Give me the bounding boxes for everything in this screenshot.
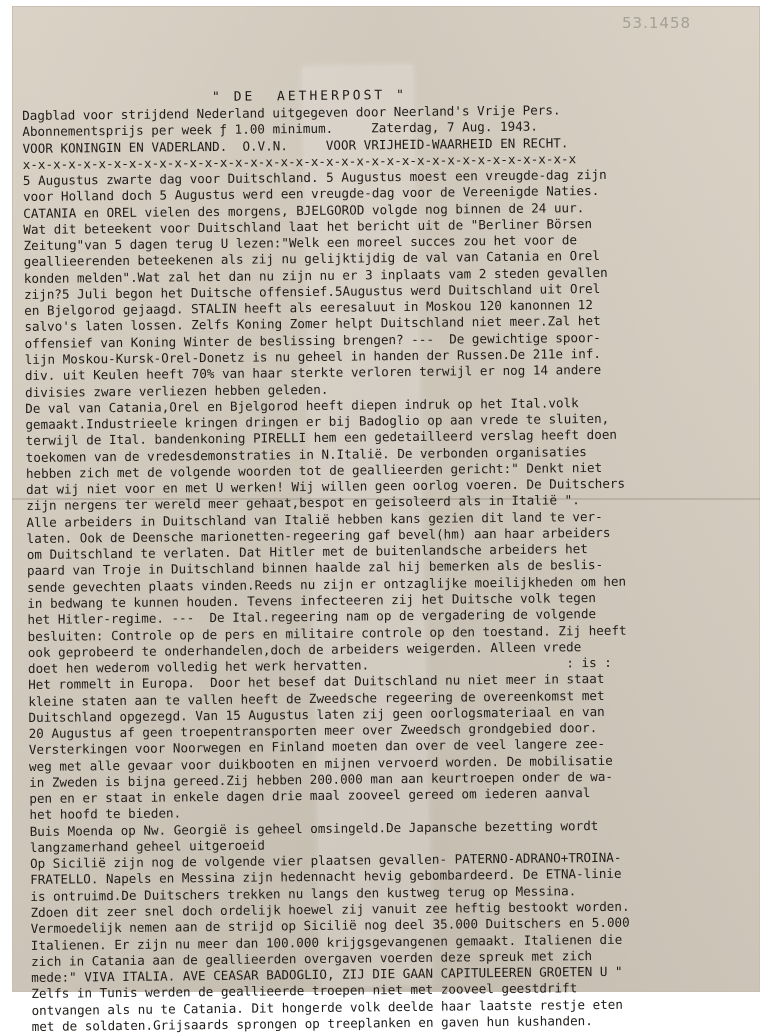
text-line: en Bjelgorod gejaagd. STALIN heeft als eeresaluut in Moskou 120 kanonnen 12 xyxy=(24,297,593,319)
text-line: ook geprobeerd te onderhandelen,doch de arbeiders weigerden. Alleen vrede xyxy=(27,638,582,660)
text-line: in bedwang te kunnen houden. Tevens infecteeren zij het Duitsche volk tegen xyxy=(27,589,596,611)
text-line: is ontruimd.De Duitschers trekken nu langs den kustweg terug op Messina. xyxy=(30,882,577,904)
text-line: 20 Augustus af geen troepentransporten meer over Zweedsch grondgebied door. xyxy=(28,720,598,742)
text-line: CATANIA en OREL vielen des morgens, BJELGOROD volgde nog binnen de 24 uur. xyxy=(23,199,585,221)
text-line: laten. Ook de Deensche marionetten-regeering gaf bevel(hm) aan haar arbeiders xyxy=(26,524,611,546)
text-line: Wat dit beteekent voor Duitschland laat het bericht uit de "Berliner Börsen xyxy=(23,215,593,237)
text-line: toekomen van de vredesdemonstraties in N.Italië. De verbonden organisaties xyxy=(25,443,587,465)
text-line: sende gevechten plaats vinden.Reeds nu zijn er ontzaglijke moeilijkheden om hen xyxy=(27,573,627,595)
text-line: VOOR KONINGIN EN VADERLAND. O.V.N. VOOR VRIJHEID-WAARHEID EN RECHT. xyxy=(22,134,569,156)
text-line: Versterkingen voor Noorwegen en Finland moeten dan over de veel langere zee- xyxy=(28,736,606,758)
text-line: Italienen. Er zijn nu meer dan 100.000 krijgsgevangenen gemaakt. Italienen die xyxy=(30,931,623,953)
text-line: kleine staten aan te vallen heeft de Zweedsche regeering de overeenkomst met xyxy=(28,687,605,709)
text-line: langzamerhand geheel uitgeroeid xyxy=(29,837,265,855)
text-line: Zelfs in Tunis werden de geallieerde troepen niet met zooveel geestdrift xyxy=(31,980,578,1002)
text-line: Buis Moenda op Nw. Georgië is geheel omsingeld.De Japansche bezetting wordt xyxy=(29,817,599,839)
text-line: geallieerenden beteekenen als zij nu gelijktijdig de val van Catania en Orel xyxy=(23,248,601,270)
text-line: De val van Catania,Orel en Bjelgorod heeft diepen indruk op het Ital.volk xyxy=(25,394,579,416)
text-line: Duitschland opgezegd. Van 15 Augustus laten zij geen oorlogsmateriaal en van xyxy=(28,703,605,725)
text-line: om Duitschland te verlaten. Dat Hitler met de buitenlandsche arbeiders het xyxy=(26,541,588,563)
text-line: konden melden".Wat zal het dan nu zijn nu er 3 inplaats vam 2 steden gevallen xyxy=(23,264,608,286)
text-line: FRATELLO. Napels en Messina zijn hedennacht hevig gebombardeerd. De ETNA-linie xyxy=(30,866,622,888)
text-lines xyxy=(22,102,631,1035)
text-line: x-x-x-x-x-x-x-x-x-x-x-x-x-x-x-x-x-x-x-x-x-x-x-x-x-x-x-x-x-x-x-x-x-x-x-x-x xyxy=(22,150,577,172)
text-line: besluiten: Controle op de pers en militaire controle op den toestand. Zij heeft xyxy=(27,622,627,644)
newsletter-title: " DE AETHERPOST " xyxy=(211,87,407,106)
text-line: Alle arbeiders in Duitschland van Italië hebben kans gezien dit land te ver- xyxy=(26,508,603,530)
text-line: doet hen wederom volledig het werk hervatten. : is : xyxy=(27,654,612,676)
text-line: het Hitler-regime. --- De Ital.regeering nam op de vergadering de volgende xyxy=(27,606,597,628)
text-line: dat wij niet voor en met U werken! Wij willen geen oorlog voeren. De Duitschers xyxy=(26,475,626,498)
text-line: het hoofd te bieden. xyxy=(29,805,182,823)
text-line: Zeitung"van 5 dagen terug U lezen:"Welk een moreel succes zou het voor de xyxy=(23,232,578,254)
text-line: hebben zich met de volgende woorden tot de geallieerden gericht:" Denkt niet xyxy=(25,459,603,481)
archive-number: 53.1458 xyxy=(622,14,692,32)
text-line: mede:" VIVA ITALIA. AVE CEASAR BADOGLIO, ZIJ DIE GAAN CAPITULEEREN GROETEN U " xyxy=(31,963,623,986)
text-line: Op Sicilië zijn nog de volgende vier plaatsen gevallen- PATERNO-ADRANO+TROINA- xyxy=(29,849,622,872)
text-line: Abonnementsprijs per week ƒ 1.00 minimum. Zaterdag, 7 Aug. 1943. xyxy=(22,118,538,140)
text-line: divisies zware verliezen hebben geleden. xyxy=(25,381,329,400)
text-line: Zdoen dit zeer snel doch ordelijk hoewel zij vanuit zee heftig bestookt worden. xyxy=(30,898,630,920)
text-line: in Zweden is bijna gereed.Zij hebben 200.000 man aan keurtroepen onder de wa- xyxy=(29,768,614,790)
text-line: terwijl de Ital. bandenkoning PIRELLI hem een gedetailleerd verslag heeft doen xyxy=(25,427,618,449)
text-line: div. uit Keulen heeft 70% van haar sterkte verloren terwijl er nog 14 andere xyxy=(24,362,602,384)
text-line: zijn?5 Juli begon het Duitsche offensief.5Augustus werd Duitschland uit Orel xyxy=(23,280,601,302)
text-line: zich in Catania aan de geallieerden overgaven voerden deze spreuk met zich xyxy=(30,947,593,969)
text-line: lijn Moskou-Kursk-Orel-Donetz is nu geheel in handen der Russen.De 211e inf. xyxy=(24,345,602,367)
text-line: 5 Augustus zwarte dag voor Duitschland. 5 Augustus moest een vreugde-dag zijn xyxy=(22,166,607,189)
text-line: pen en er staat in enkele dagen drie maal zooveel gereed om iederen aanval xyxy=(29,785,591,807)
text-line: ontvangen als nu te Catania. Dit hongerde volk deelde haar laatste restje eten xyxy=(31,996,624,1018)
text-line: Het rommelt in Europa. Door het besef dat Duitschland nu niet meer in staat xyxy=(28,671,605,693)
text-line: zijn nergens ter wereld meer gehaat,bespot en geisoleerd als in Italië ". xyxy=(26,492,580,514)
text-line: salvo's laten lossen. Zelfs Koning Zomer helpt Duitschland niet meer.Zal het xyxy=(24,313,601,335)
text-line: offensief van Koning Winter de beslissing brengen? --- De gewichtige spoor- xyxy=(24,329,601,351)
text-line: paard van Troje in Duitschland binnen haalde zal hij bemerken als de beslis- xyxy=(26,557,604,579)
text-line: voor Holland doch 5 Augustus werd een vreugde-dag voor de Vereenigde Naties. xyxy=(22,183,600,205)
text-line: gemaakt.Industrieele kringen dringen er bij Badoglio op aan vrede te sluiten, xyxy=(25,410,610,433)
text-line: Dagblad voor strijdend Nederland uitgegeven door Neerland's Vrije Pers. xyxy=(22,102,561,123)
text-line: weg met alle gevaar voor duikbooten en mijnen vervoerd worden. De mobilisatie xyxy=(28,752,613,774)
text-line: met de soldaten.Grijsaards sprongen op treeplanken en gaven hun kushanden. xyxy=(31,1012,593,1034)
text-line: Vermoedelijk nemen aan de strijd op Sicilië nog deel 35.000 Duitschers en 5.000 xyxy=(30,914,630,937)
